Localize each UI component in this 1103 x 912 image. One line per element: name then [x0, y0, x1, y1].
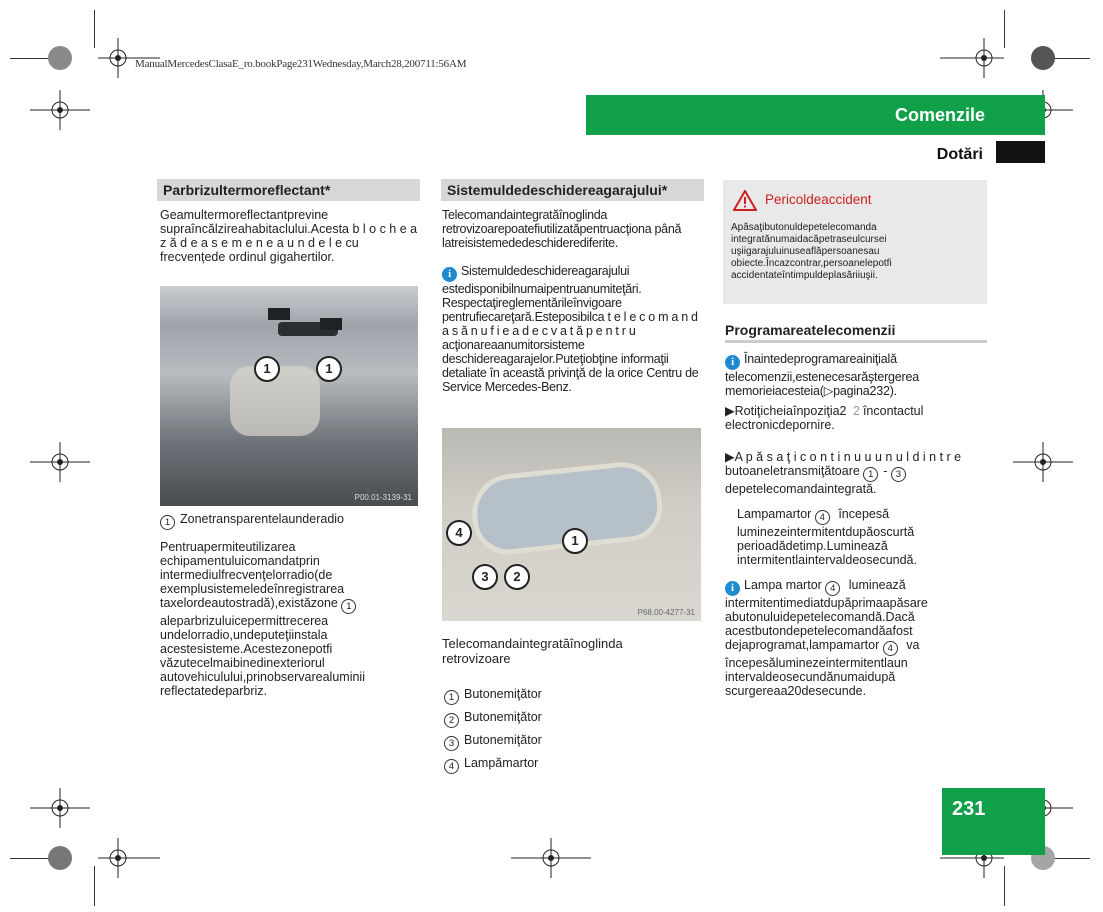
garage-intro: Telecomandaintegratăînoglinda retrovizoarepoatefiutilizatăpentruacţiona până latreisistemededeschiderediferite.	[442, 208, 682, 250]
step-2	[725, 450, 987, 496]
subsection-title: Dotări	[936, 146, 983, 163]
caption-number: 1	[160, 515, 175, 530]
lamp-text-2: începesă luminezeintermitentdupăoscurtă perioadădetimp.Luminează intermitentlaintervaldeosecundă.	[737, 507, 917, 567]
garage-info	[442, 264, 704, 394]
info-text: Înaintedeprogramareainiţială telecomenzii,estenecesarăştergerea memorieiacesteia(▷pagina232).	[725, 352, 920, 398]
image-code: P00.01-3139-31	[354, 493, 412, 502]
inline-number: 4	[815, 510, 830, 525]
bullet-arrow-icon: ▶	[725, 450, 735, 464]
programming-info-1	[725, 352, 987, 398]
legend-number: 2	[444, 713, 459, 728]
print-file-line: ManualMercedesClasaE_ro.bookPage231Wednesday,March28,200711:56AM	[135, 58, 467, 70]
step-2-text-2: depetelecomandaintegrată.	[725, 482, 877, 496]
body-text: Pentruapermiteutilizarea echipamentuluicomandatprin intermediulfrecvenţelorradio(de exemplusistemeledeînregistrarea taxelordeautostradă),existăzone	[160, 540, 345, 610]
windshield-photo	[160, 286, 418, 506]
legend-item	[444, 756, 644, 774]
warning-triangle-icon	[733, 190, 757, 211]
legend-item	[444, 733, 644, 751]
legend-list	[444, 687, 644, 774]
legend-item	[444, 687, 644, 705]
windshield-heading: Parbrizultermoreflectant*	[157, 179, 420, 201]
callout-4: 4	[446, 520, 472, 546]
inline-number: 4	[883, 641, 898, 656]
programming-heading: Programareatelecomenzii	[725, 322, 987, 343]
step-1-text-2: încontactul electronicdepornire.	[725, 404, 924, 432]
windshield-caption	[160, 512, 422, 530]
step-1	[725, 404, 987, 432]
rf-zone	[320, 318, 342, 330]
caption-text: Zonetransparentelaunderadio	[180, 512, 345, 526]
callout-1: 1	[316, 356, 342, 382]
body-text-2: aleparbrizuluicepermittrecerea undelorradio,undeputeţiinstala acestesisteme.Acestezonepotfi văzutecelmaibinedinexteriorul autovehiculului,prinobservarealuminii reflectatedeparbriz.	[160, 614, 365, 698]
subsection-marker	[996, 141, 1045, 163]
info-text: Sistemuldedeschidereagarajului estedisponibilnumaipentruanumiteţări. Respectaţireglementărileînvigoare pentrufiecareţară.Esteposibilca t e l e c o m a n d a s ă n u f i e a d e c v a t ă p e n t r u acţionareaanumitorsisteme deschidereagarajelor.Puteţiobţine informaţii detaliate în această privinţă de la orice Centru de Service Mercedes-Benz.	[442, 264, 699, 394]
windshield-body	[160, 540, 422, 698]
mirror-caption: Telecomandaintegratăînoglinda retrovizoare	[442, 636, 623, 666]
warning-box	[723, 180, 987, 304]
info-text: Lampa martor	[744, 578, 822, 592]
programming-info-2	[725, 578, 987, 698]
legend-text: Lampămartor	[464, 756, 539, 770]
info-text-3: va începesăluminezeintermitentlaun intervaldeosecundănumaidupă scurgereaa20desecunde.	[725, 638, 920, 698]
step-1-text: Rotiţicheiaînpoziţia2	[734, 404, 847, 418]
warning-title: Pericoldeaccident	[765, 192, 872, 207]
legend-number: 1	[444, 690, 459, 705]
inline-number: 1	[863, 467, 878, 482]
bullet-arrow-icon: ▶	[725, 404, 735, 418]
warning-text: Apăsaţibutonuldepetelecomanda integratănumaidacăpetraseulcursei uşiigarajuluinuseaflăpersoanesau obiecte.Încazcontrar,persoanelepotfi accidentateîntimpuldeplasăriiuşii.	[731, 222, 892, 281]
step-2-text: A p ă s a ţ i c o n t i n u u u n u l d i n t r e butoaneletransmiţătoare	[725, 450, 962, 478]
legend-text: Butonemiţător	[464, 710, 542, 724]
rf-zone	[268, 308, 290, 320]
legend-item	[444, 710, 644, 728]
callout-3: 3	[472, 564, 498, 590]
mirror-photo	[442, 428, 701, 621]
info-icon: i	[442, 267, 457, 282]
inline-number: 1	[341, 599, 356, 614]
image-code: P68.00-4277-31	[637, 608, 695, 617]
garage-heading: Sistemuldedeschidereagarajului*	[441, 179, 704, 201]
legend-number: 3	[444, 736, 459, 751]
lamp-paragraph	[737, 507, 987, 567]
windshield-intro: Geamultermoreflectantprevine supraîncălzireahabitaclului.Acesta b l o c h e a z ă d e a s e m e n e a u n d e l e cu frecvențede ordinul gigahertilor.	[160, 208, 418, 264]
info-text-2: luminează intermitentimediatdupăprimaapăsare abutonuluidepetelecomandă.Dacă acestbutondepetelecomandăafost dejaprogramat,lampamartor	[725, 578, 928, 652]
key-position-2: 2	[852, 404, 860, 418]
info-icon: i	[725, 581, 740, 596]
section-title: Comenzile	[894, 105, 985, 125]
legend-text: Butonemiţător	[464, 733, 542, 747]
info-icon: i	[725, 355, 740, 370]
callout-1: 1	[562, 528, 588, 554]
lamp-text: Lampamartor	[737, 507, 812, 521]
legend-text: Butonemiţător	[464, 687, 542, 701]
legend-number: 4	[444, 759, 459, 774]
step-2-dash: -	[883, 464, 888, 478]
callout-1: 1	[254, 356, 280, 382]
inline-number: 3	[891, 467, 906, 482]
callout-2: 2	[504, 564, 530, 590]
inline-number: 4	[825, 581, 840, 596]
page-number: 231	[952, 798, 986, 820]
